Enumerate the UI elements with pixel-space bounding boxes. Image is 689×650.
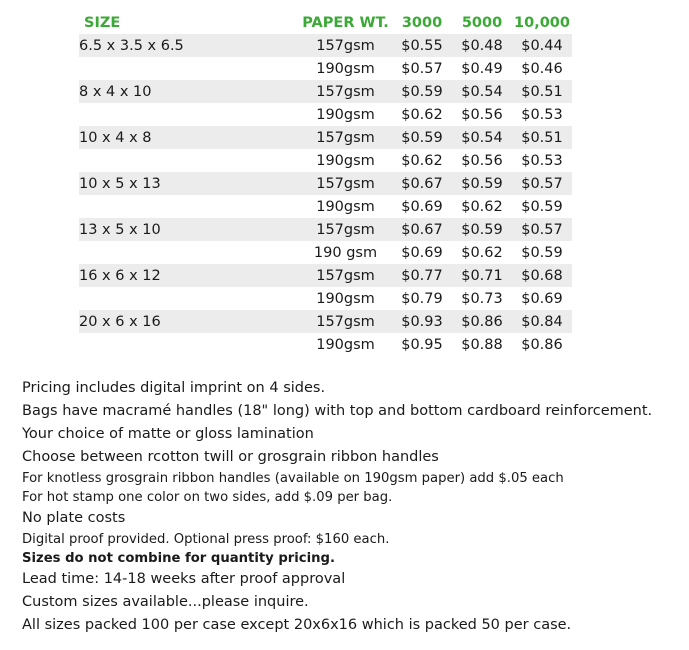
price-10000-cell: $0.46 <box>521 60 563 77</box>
price-10000-cell: $0.59 <box>521 198 563 215</box>
note-line: Sizes do not combine for quantity pricing. <box>22 551 335 566</box>
price-3000-cell: $0.59 <box>392 126 452 149</box>
price-10000-cell: $0.68 <box>512 264 572 287</box>
price-10000-cell: $0.59 <box>521 244 563 261</box>
paper-weight-cell: 190gsm <box>316 198 375 215</box>
table-row <box>79 264 572 287</box>
paper-weight-cell: 157gsm <box>299 218 392 241</box>
paper-weight-cell: 190gsm <box>316 336 375 353</box>
price-3000-cell: $0.93 <box>392 310 452 333</box>
note-line: Digital proof provided. Optional press proof: $160 each. <box>22 532 390 547</box>
price-10000-cell: $0.53 <box>521 106 563 123</box>
paper-weight-cell: 157gsm <box>299 126 392 149</box>
size-cell: 10 x 5 x 13 <box>79 172 299 195</box>
notes-list <box>22 377 687 637</box>
header-paper-weight: PAPER WT. <box>302 15 389 31</box>
paper-weight-cell: 157gsm <box>299 310 392 333</box>
paper-weight-cell: 190 gsm <box>313 244 378 261</box>
table-row <box>79 103 572 126</box>
price-table <box>79 12 572 356</box>
size-cell <box>79 57 299 80</box>
size-cell: 10 x 4 x 8 <box>79 126 299 149</box>
table-header-row <box>79 12 572 34</box>
price-5000-cell: $0.48 <box>452 34 512 57</box>
price-3000-cell: $0.69 <box>401 198 443 215</box>
paper-weight-cell: 157gsm <box>299 264 392 287</box>
table-row <box>79 241 572 264</box>
size-cell: 8 x 4 x 10 <box>79 80 299 103</box>
size-cell: 13 x 5 x 10 <box>79 218 299 241</box>
header-qty-5000: 5000 <box>461 15 503 31</box>
price-5000-cell: $0.73 <box>461 290 503 307</box>
note-line: For knotless grosgrain ribbon handles (available on 190gsm paper) add $.05 each <box>22 471 564 486</box>
price-5000-cell: $0.86 <box>452 310 512 333</box>
table-row <box>79 218 572 241</box>
price-table-body <box>79 34 572 356</box>
price-10000-cell: $0.57 <box>512 172 572 195</box>
table-row <box>79 172 572 195</box>
note-line: Your choice of matte or gloss lamination <box>22 426 314 442</box>
size-cell <box>79 103 299 126</box>
price-3000-cell: $0.57 <box>401 60 443 77</box>
header-qty-10000: 10,000 <box>514 15 570 31</box>
price-5000-cell: $0.59 <box>452 172 512 195</box>
price-5000-cell: $0.62 <box>461 198 503 215</box>
price-3000-cell: $0.95 <box>401 336 443 353</box>
table-row <box>79 149 572 172</box>
table-row <box>79 195 572 218</box>
paper-weight-cell: 190gsm <box>316 152 375 169</box>
table-row <box>79 126 572 149</box>
paper-weight-cell: 157gsm <box>299 172 392 195</box>
price-10000-cell: $0.57 <box>512 218 572 241</box>
price-3000-cell: $0.67 <box>392 218 452 241</box>
table-row <box>79 80 572 103</box>
price-5000-cell: $0.62 <box>461 244 503 261</box>
price-10000-cell: $0.69 <box>521 290 563 307</box>
table-row <box>79 333 572 356</box>
size-cell: 16 x 6 x 12 <box>79 264 299 287</box>
price-10000-cell: $0.53 <box>521 152 563 169</box>
price-5000-cell: $0.88 <box>461 336 503 353</box>
size-cell <box>79 149 299 172</box>
note-line: Lead time: 14-18 weeks after proof approval <box>22 571 346 587</box>
price-3000-cell: $0.77 <box>392 264 452 287</box>
price-5000-cell: $0.54 <box>452 126 512 149</box>
price-5000-cell: $0.56 <box>461 106 503 123</box>
price-3000-cell: $0.62 <box>401 152 443 169</box>
header-size: SIZE <box>84 15 121 31</box>
price-10000-cell: $0.86 <box>521 336 563 353</box>
note-line: Choose between rcotton twill or grosgrain ribbon handles <box>22 449 439 465</box>
price-3000-cell: $0.62 <box>401 106 443 123</box>
note-line: Pricing includes digital imprint on 4 sides. <box>22 380 326 396</box>
header-qty-3000: 3000 <box>401 15 443 31</box>
size-cell <box>79 195 299 218</box>
note-line: Bags have macramé handles (18" long) with top and bottom cardboard reinforcement. <box>22 403 653 419</box>
price-3000-cell: $0.79 <box>401 290 443 307</box>
note-line: For hot stamp one color on two sides, add $.09 per bag. <box>22 490 393 505</box>
size-cell <box>79 241 299 264</box>
size-cell: 20 x 6 x 16 <box>79 310 299 333</box>
size-cell <box>79 333 299 356</box>
size-cell: 6.5 x 3.5 x 6.5 <box>79 34 299 57</box>
table-row <box>79 34 572 57</box>
size-cell <box>79 287 299 310</box>
note-line: No plate costs <box>22 510 126 526</box>
price-3000-cell: $0.67 <box>392 172 452 195</box>
note-line: Custom sizes available...please inquire. <box>22 594 309 610</box>
price-10000-cell: $0.84 <box>512 310 572 333</box>
price-3000-cell: $0.59 <box>392 80 452 103</box>
price-5000-cell: $0.71 <box>452 264 512 287</box>
price-5000-cell: $0.54 <box>452 80 512 103</box>
price-10000-cell: $0.51 <box>512 80 572 103</box>
price-10000-cell: $0.51 <box>512 126 572 149</box>
table-row <box>79 287 572 310</box>
paper-weight-cell: 157gsm <box>299 34 392 57</box>
price-5000-cell: $0.56 <box>461 152 503 169</box>
paper-weight-cell: 190gsm <box>316 60 375 77</box>
price-3000-cell: $0.69 <box>401 244 443 261</box>
table-row <box>79 57 572 80</box>
price-3000-cell: $0.55 <box>392 34 452 57</box>
paper-weight-cell: 190gsm <box>316 106 375 123</box>
table-row <box>79 310 572 333</box>
note-line: All sizes packed 100 per case except 20x6x16 which is packed 50 per case. <box>22 617 572 633</box>
paper-weight-cell: 190gsm <box>316 290 375 307</box>
price-5000-cell: $0.49 <box>461 60 503 77</box>
price-10000-cell: $0.44 <box>512 34 572 57</box>
price-5000-cell: $0.59 <box>452 218 512 241</box>
paper-weight-cell: 157gsm <box>299 80 392 103</box>
